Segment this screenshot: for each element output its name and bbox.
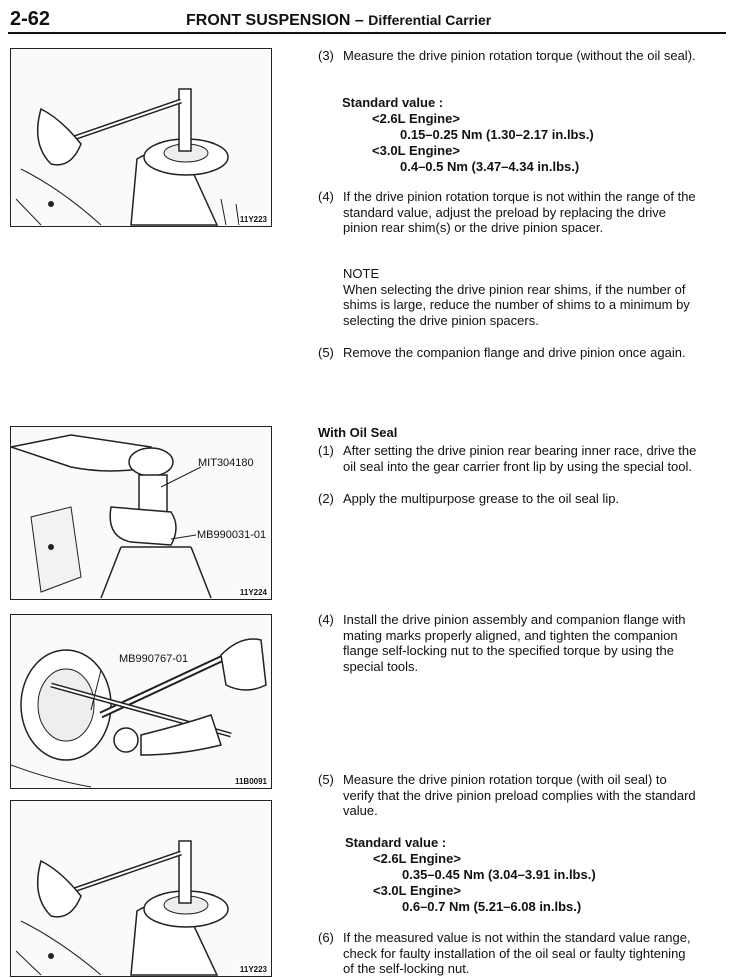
figure-oil-seal-install — [10, 426, 272, 600]
torque-value-26: 0.35–0.45 Nm (3.04–3.91 in.lbs.) — [402, 867, 596, 882]
wrench-illustration-2 — [11, 801, 271, 976]
section-title: FRONT SUSPENSION — [186, 12, 351, 29]
step-number: (1) — [318, 443, 334, 458]
subsection-title: Differential Carrier — [368, 12, 492, 28]
note-text: When selecting the drive pinion rear shims, if the number of shims is large, reduce the number of shims to a minimum by selecting the drive pinion spacers. — [343, 281, 690, 328]
torque-value-30: 0.4–0.5 Nm (3.47–4.34 in.lbs.) — [400, 159, 580, 174]
step-text: Apply the multipurpose grease to the oil seal lip. — [343, 491, 620, 506]
step-3 — [318, 48, 698, 64]
step-text: If the measured value is not within the standard value range, check for faulty installation of the oil seal or faulty tightening of the self-locking nut. — [343, 930, 691, 976]
wrench-illustration — [11, 49, 271, 226]
step-text: After setting the drive pinion rear bearing inner race, drive the oil seal into the gear carrier front lip by using the special tool. — [343, 443, 697, 474]
standard-value-label: Standard value : — [345, 835, 447, 850]
step-text: Measure the drive pinion rotation torque (with oil seal) to verify that the drive pinion preload complies with the standard value. — [343, 772, 696, 818]
oil-seal-step-1 — [318, 443, 698, 474]
figure-torque-wrench-verify — [10, 800, 272, 977]
step-5-measure — [318, 772, 698, 819]
page-number: 2-62 — [10, 8, 51, 30]
step-4-install — [318, 612, 698, 674]
figure-id: 11Y223 — [239, 965, 267, 974]
figure-id: 11B0091 — [234, 777, 267, 786]
step-number: (3) — [318, 48, 334, 63]
oil-seal-heading: With Oil Seal — [318, 425, 398, 440]
step-text: If the drive pinion rotation torque is not within the range of the standard value, adjust the preload by replacing the drive pinion rear shim(s) or the drive pinion spacer. — [343, 189, 696, 235]
step-number: (2) — [318, 491, 334, 506]
engine-26-label: <2.6L Engine> — [373, 851, 461, 866]
step-number: (6) — [318, 930, 334, 945]
oil-seal-step-2 — [318, 491, 698, 507]
figure-id: 11Y224 — [239, 588, 267, 597]
standard-value-label: Standard value : — [342, 95, 444, 110]
step-number: (4) — [318, 612, 334, 627]
flange-wrench-illustration — [11, 615, 271, 788]
title-dash: – — [354, 12, 364, 29]
step-number: (5) — [318, 345, 334, 360]
figure-id: 11Y223 — [239, 215, 267, 224]
callout-mb990767: MB990767-01 — [119, 653, 189, 665]
torque-value-30: 0.6–0.7 Nm (5.21–6.08 in.lbs.) — [402, 899, 582, 914]
step-4 — [318, 189, 698, 236]
engine-30-label: <3.0L Engine> — [373, 883, 461, 898]
callout-mit304180: MIT304180 — [198, 457, 254, 469]
oil-seal-tool-illustration — [11, 427, 271, 599]
step-number: (4) — [318, 189, 334, 204]
step-5 — [318, 345, 698, 361]
callout-mb990031: MB990031-01 — [197, 529, 267, 541]
step-6 — [318, 930, 698, 977]
step-number: (5) — [318, 772, 334, 787]
note-block — [343, 266, 698, 328]
header-rule — [8, 32, 726, 34]
engine-26-label: <2.6L Engine> — [372, 111, 460, 126]
engine-30-label: <3.0L Engine> — [372, 143, 460, 158]
figure-torque-wrench-measure — [10, 48, 272, 227]
note-label: NOTE — [343, 266, 380, 281]
figure-flange-tighten — [10, 614, 272, 789]
step-text: Install the drive pinion assembly and companion flange with mating marks properly aligned, and tighten the companion flange self-locking nut to the specified torque by using the special tools. — [343, 612, 686, 674]
step-text: Measure the drive pinion rotation torque (without the oil seal). — [343, 48, 696, 63]
page-title — [186, 12, 491, 30]
torque-value-26: 0.15–0.25 Nm (1.30–2.17 in.lbs.) — [400, 127, 594, 142]
step-text: Remove the companion flange and drive pinion once again. — [343, 345, 686, 360]
